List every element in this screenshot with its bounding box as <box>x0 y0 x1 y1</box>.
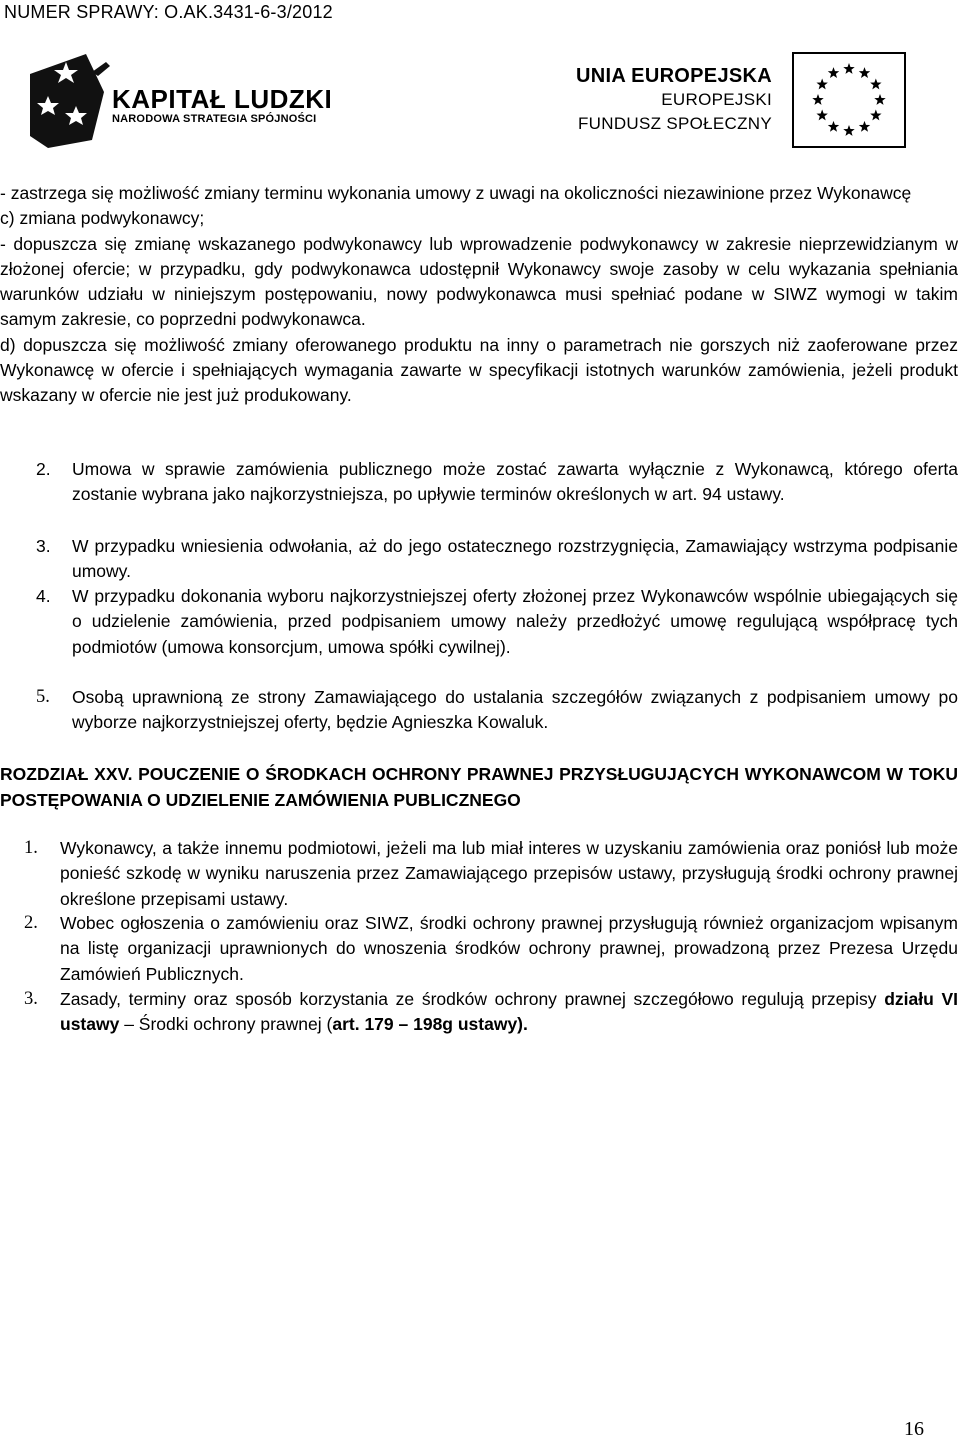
item-text: W przypadku dokonania wyboru najkorzystniejszej oferty złożonej przez Wykonawców wspólnie ubiegających się o udzielenie zamówienia, przed podpisaniem umowy należy przedłożyć umowę regulującą współpracę tych podmiotów (umowa konsorcjum, umowa spółki cywilnej). <box>72 586 958 657</box>
item-number: 5. <box>36 687 50 707</box>
paragraph-subcontractor-heading: c) zmiana podwykonawcy; <box>0 208 205 229</box>
item-text: Umowa w sprawie zamówienia publicznego może zostać zawarta wyłącznie z Wykonawcą, którego oferta zostanie wybrana jako najkorzystniejsza, po upływie terminów określonych w art. 94 ustawy. <box>72 459 958 505</box>
item-text: W przypadku wniesienia odwołania, aż do jego ostatecznego rozstrzygnięcia, Zamawiający wstrzyma podpisanie umowy. <box>72 536 958 582</box>
eu-fund-label <box>576 64 772 136</box>
remedy-item-2 <box>0 911 958 987</box>
numbered-item-2 <box>0 457 958 508</box>
remedy-item-3 <box>0 987 958 1038</box>
paragraph-deadline-change: - zastrzega się możliwość zmiany terminu wykonania umowy z uwagi na okoliczności niezawinione przez Wykonawcę <box>0 183 912 203</box>
text-before: Zasady, terminy oraz sposób korzystania ze środków ochrony prawnej szczegółowo regulują przepisy <box>60 989 885 1009</box>
eu-line-3: FUNDUSZ SPOŁECZNY <box>577 114 772 133</box>
chapter-heading: ROZDZIAŁ XXV. POUCZENIE O ŚRODKACH OCHRONY PRAWNEJ PRZYSŁUGUJĄCYCH WYKONAWCOM W TOKU POSTĘPOWANIA O UDZIELENIE ZAMÓWIENIA PUBLICZNEGO <box>0 764 958 810</box>
item-number: 2. <box>36 459 51 479</box>
top-paragraphs <box>0 181 958 409</box>
case-number: NUMER SPRAWY: O.AK.3431-6-3/2012 <box>4 2 333 22</box>
paragraph-subcontractor-change: - dopuszcza się zmianę wskazanego podwykonawcy lub wprowadzenie podwykonawcy w zakresie nieprzewidzianym w złożonej ofercie; w przypadku, gdy podwykonawca udostępnił Wykonawcy swoje zasoby w celu wykazania spełniania warunków udziału w niniejszym postępowaniu, nowy podwykonawca musi spełniać podane w SIWZ wymogi w takim samym zakresie, co poprzedni podwykonawca. <box>0 233 958 330</box>
numbered-item-4 <box>0 584 958 660</box>
eu-line-1: UNIA EUROPEJSKA <box>575 65 772 87</box>
eu-flag-icon <box>792 52 906 148</box>
item-number: 2. <box>24 913 38 933</box>
kapital-ludzki-subtitle: NARODOWA STRATEGIA SPÓJNOŚCI <box>112 113 317 125</box>
bold-law-section: działu VI ustawy <box>60 989 958 1035</box>
eu-line-2: EUROPEJSKI <box>661 90 772 109</box>
item-text: Wykonawcy, a także innemu podmiotowi, jeżeli ma lub miał interes w uzyskaniu zamówienia oraz poniósł lub może ponieść szkodę w wyniku naruszenia przez Zamawiającego przepisów ustawy, przysługują środki ochrony prawnej określone przepisami ustawy. <box>60 838 958 909</box>
item-number: 3. <box>24 989 38 1009</box>
item-text: Osobą uprawnioną ze strony Zamawiającego do ustalania szczegółów związanych z podpisaniem umowy po wyborze najkorzystniejszej oferty, będzie Agnieszka Kowaluk. <box>72 687 958 733</box>
numbered-item-5 <box>0 685 958 736</box>
page-number: 16 <box>904 1418 924 1440</box>
remedy-item-1 <box>0 836 958 912</box>
item-number: 1. <box>24 838 38 858</box>
text-middle: – Środki ochrony prawnej ( <box>119 1014 333 1035</box>
item-number: 3. <box>36 536 51 556</box>
item-text <box>60 987 958 1038</box>
kapital-ludzki-title: KAPITAŁ LUDZKI <box>112 84 333 114</box>
bold-law-articles: art. 179 – 198g ustawy). <box>332 1014 528 1035</box>
item-text: Wobec ogłoszenia o zamówieniu oraz SIWZ, środki ochrony prawnej przysługują również organizacjom wpisanym na listę organizacji uprawnionych do wnoszenia środków ochrony prawnej, prowadzoną przez Prezesa Urzędu Zamówień Publicznych. <box>60 913 958 984</box>
item-number: 4. <box>36 586 51 606</box>
numbered-item-3 <box>0 534 958 585</box>
paragraph-product-change: d) dopuszcza się możliwość zmiany oferowanego produktu na inny o parametrach nie gorszych niż zaoferowane przez Wykonawcę w ofercie i spełniających wymagania zawarte w specyfikacji istotnych warunków zamówienia, jeżeli produkt wskazany w ofercie nie jest już produkowany. <box>0 334 958 406</box>
